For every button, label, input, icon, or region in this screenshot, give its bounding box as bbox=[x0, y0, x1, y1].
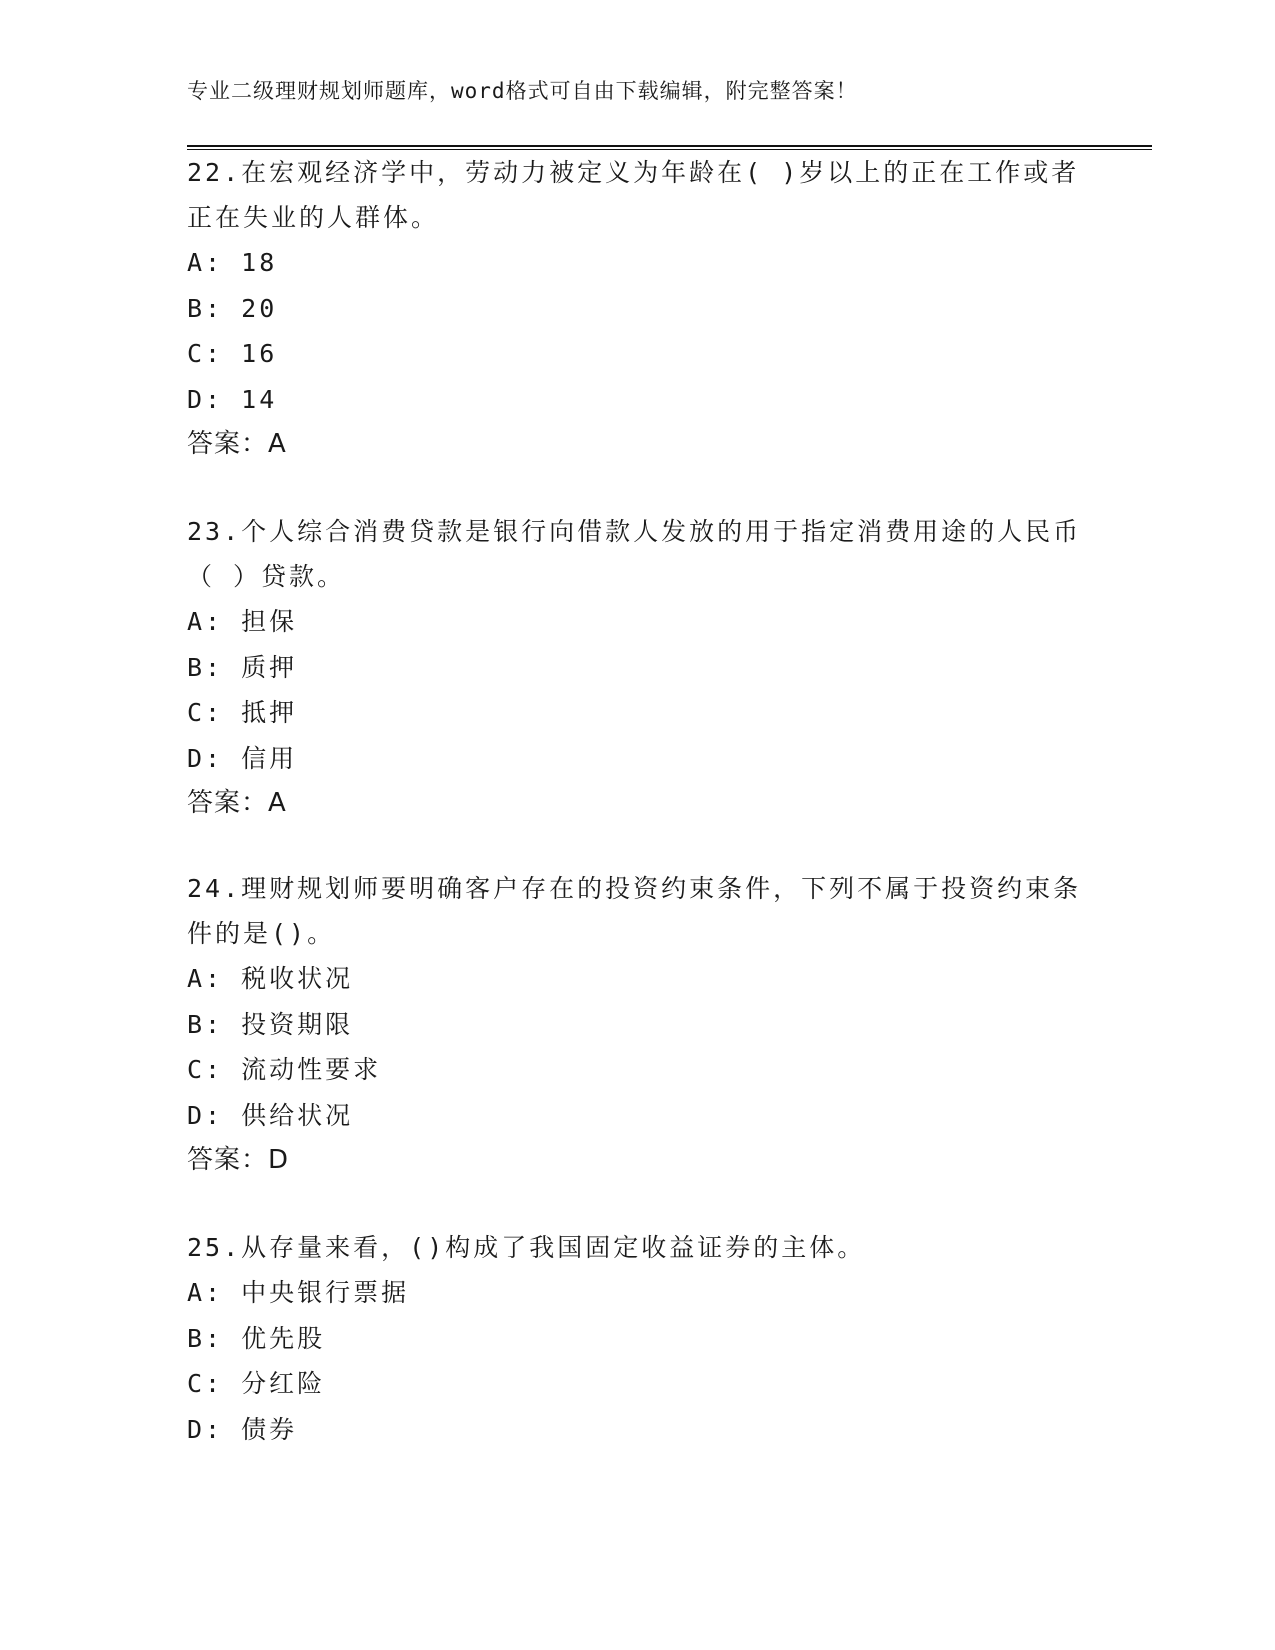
question-stem: 24.理财规划师要明确客户存在的投资约束条件，下列不属于投资约束条件的是()。 bbox=[187, 874, 1082, 948]
option-b: B: 质押 bbox=[187, 652, 298, 682]
answer-line: 答案：D bbox=[187, 1145, 290, 1175]
question-24 bbox=[187, 866, 1087, 1183]
question-25 bbox=[187, 1225, 1087, 1452]
option-c: C: 抵押 bbox=[187, 698, 298, 727]
option-c: C: 分红险 bbox=[187, 1369, 326, 1398]
option-d: D: 供给状况 bbox=[187, 1100, 354, 1130]
option-b: B: 20 bbox=[187, 293, 278, 323]
option-d: D: 信用 bbox=[187, 743, 298, 773]
option-b: B: 优先股 bbox=[187, 1323, 326, 1353]
option-c: C: 流动性要求 bbox=[187, 1055, 382, 1084]
option-a: A: 税收状况 bbox=[187, 964, 354, 993]
answer-line: 答案：A bbox=[187, 788, 287, 818]
question-stem: 23.个人综合消费贷款是银行向借款人发放的用于指定消费用途的人民币（ ）贷款。 bbox=[187, 517, 1082, 591]
question-23 bbox=[187, 509, 1087, 826]
answer-line: 答案：A bbox=[187, 429, 287, 459]
question-stem: 25.从存量来看，()构成了我国固定收益证券的主体。 bbox=[187, 1233, 866, 1262]
option-c: C: 16 bbox=[187, 339, 278, 368]
option-d: D: 债券 bbox=[187, 1414, 298, 1444]
page-header: 专业二级理财规划师题库，word格式可自由下载编辑，附完整答案！ bbox=[187, 79, 858, 103]
question-22 bbox=[187, 150, 1087, 467]
question-stem: 22.在宏观经济学中，劳动力被定义为年龄在( )岁以上的正在工作或者正在失业的人群体。 bbox=[187, 158, 1080, 232]
option-a: A: 担保 bbox=[187, 607, 298, 636]
option-b: B: 投资期限 bbox=[187, 1009, 354, 1039]
option-d: D: 14 bbox=[187, 384, 278, 414]
option-a: A: 中央银行票据 bbox=[187, 1278, 410, 1307]
option-a: A: 18 bbox=[187, 248, 278, 277]
